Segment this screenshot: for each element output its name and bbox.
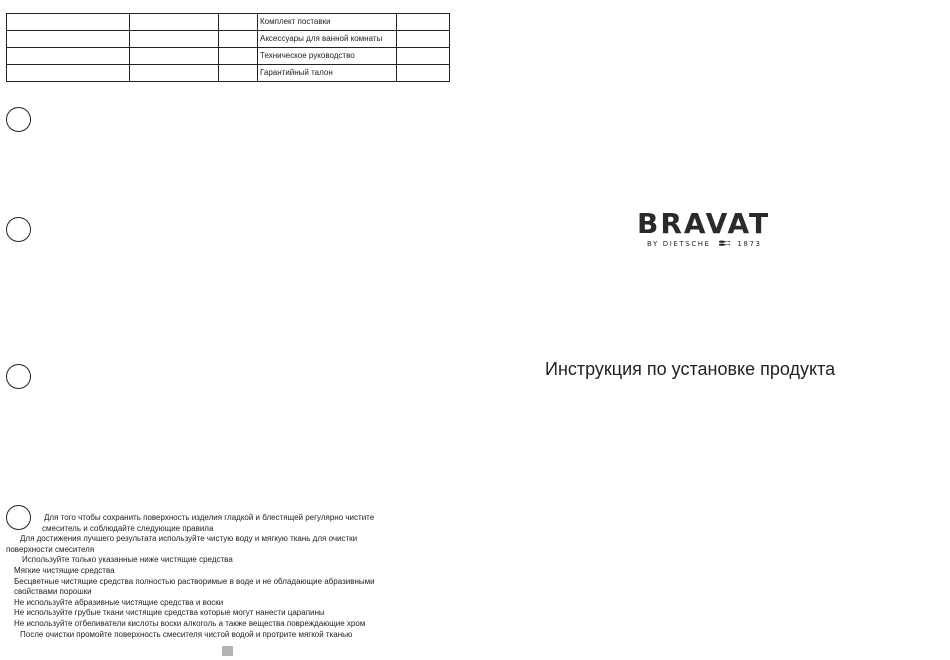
- care-line: Не используйте абразивные чистящие средства и воски: [14, 597, 224, 607]
- wave-flag-icon: [719, 240, 730, 247]
- table-cell: [397, 65, 450, 82]
- care-line: Не используйте грубые ткани чистящие средства которые могут нанести царапины: [14, 608, 325, 618]
- package-contents-table: [6, 13, 450, 82]
- table-row: [7, 65, 450, 82]
- brand-year: 1873: [737, 240, 762, 248]
- care-line: Мягкие чистящие средства: [14, 565, 115, 575]
- table-cell-item: Техническое руководство: [258, 48, 397, 65]
- page-marker: [222, 646, 233, 656]
- table-cell-item: Аксессуары для ванной комнаты: [258, 31, 397, 48]
- care-line: смеситель и соблюдайте следующие правила: [42, 523, 214, 533]
- brand-logo: [635, 207, 785, 253]
- table-cell: [219, 48, 258, 65]
- table-cell-item: Комплект поставки: [258, 14, 397, 31]
- brand-name: BRAVAT: [637, 207, 771, 240]
- care-line: Для того чтобы сохранить поверхность изделия гладкой и блестящей регулярно чистите: [44, 513, 375, 522]
- table-cell: [7, 31, 130, 48]
- document-title: Инструкция по установке продукта: [545, 359, 836, 379]
- table-cell: [7, 48, 130, 65]
- care-line: Не используйте отбеливатели кислоты воски алкоголь а также вещества повреждающие хром: [14, 618, 366, 628]
- section-circle-icon: [6, 364, 31, 389]
- care-line: свойствами порошки: [14, 587, 92, 597]
- table-row: [7, 14, 450, 31]
- care-line: Используйте только указанные ниже чистящие средства: [22, 555, 233, 565]
- table-cell: [397, 31, 450, 48]
- table-row: [7, 31, 450, 48]
- care-instructions: [0, 513, 440, 640]
- table-cell: [219, 14, 258, 31]
- care-line: поверхности смесителя: [6, 544, 95, 554]
- table-cell: [130, 48, 219, 65]
- section-circle-icon: [6, 107, 31, 132]
- table-cell: [130, 31, 219, 48]
- table-cell-item: Гарантийный талон: [258, 65, 397, 82]
- table-cell: [7, 65, 130, 82]
- table-cell: [130, 65, 219, 82]
- table-cell: [7, 14, 130, 31]
- brand-tagline: [647, 240, 762, 248]
- table-cell: [219, 65, 258, 82]
- table-row: [7, 48, 450, 65]
- table-cell: [130, 14, 219, 31]
- table-cell: [397, 14, 450, 31]
- brand-by-line: BY DIETSCHE: [647, 240, 711, 248]
- section-circle-icon: [6, 217, 31, 242]
- care-line: После очистки промойте поверхность смесителя чистой водой и протрите мягкой тканью: [20, 629, 353, 639]
- table-cell: [219, 31, 258, 48]
- table-cell: [397, 48, 450, 65]
- care-line: Для достижения лучшего результата используйте чистую воду и мягкую ткань для очистки: [20, 534, 358, 544]
- care-line: Бесцветные чистящие средства полностью растворимые в воде и не обладающие абразивными: [14, 576, 375, 586]
